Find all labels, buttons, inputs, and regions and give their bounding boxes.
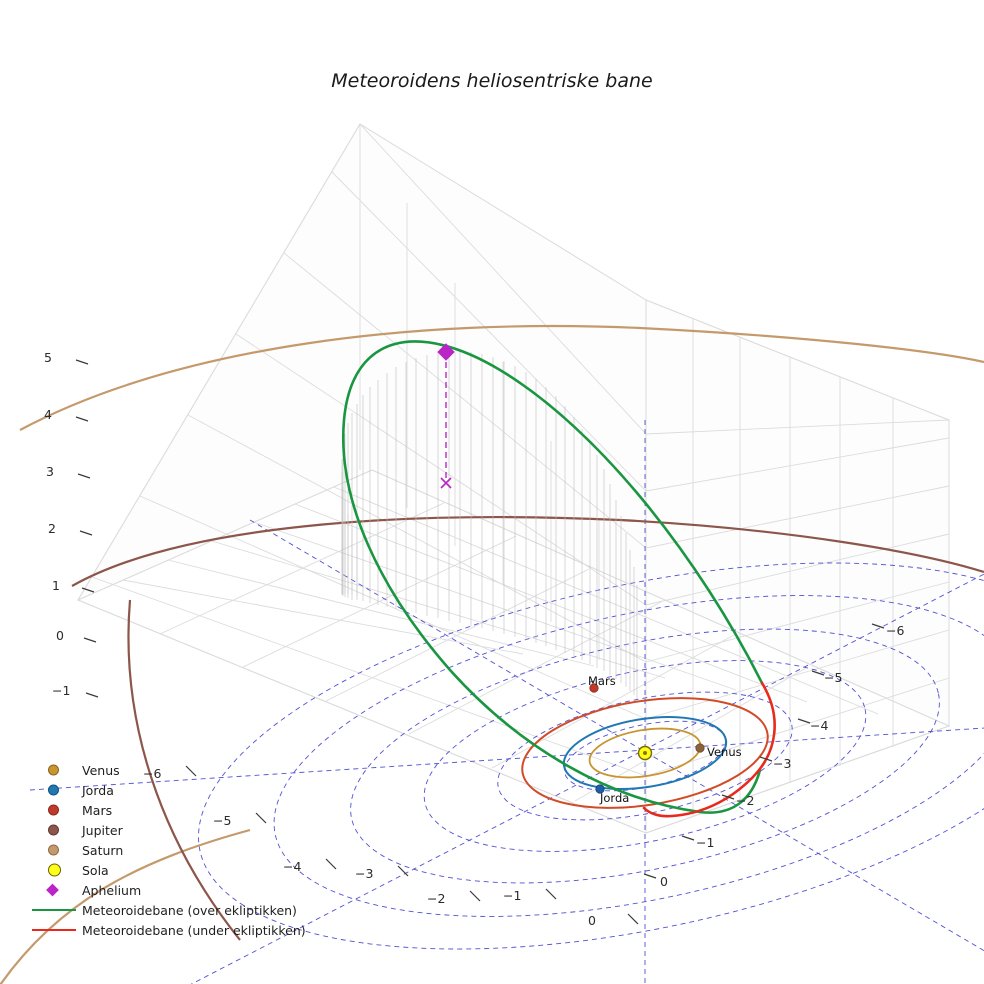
legend-item-aphelium [30, 880, 306, 900]
legend-item-venus [30, 760, 306, 780]
y-tick-label: −3 [773, 756, 792, 771]
z-tick-label: 2 [48, 521, 56, 536]
jupiter-dot-icon [30, 820, 78, 840]
venus-label: Venus [707, 745, 742, 759]
y-tick-label: −4 [810, 718, 829, 733]
z-tick-label: 4 [44, 407, 52, 422]
jorda-dot-icon [30, 780, 78, 800]
mars-label: Mars [588, 674, 616, 688]
legend-label: Saturn [82, 842, 124, 858]
legend-label: Meteoroidebane (over ekliptikken) [82, 902, 297, 918]
aphelion-diamond-icon [30, 880, 78, 900]
chart-legend [30, 760, 306, 940]
z-tick-label: 5 [44, 350, 52, 365]
y-tick-label: −6 [886, 623, 905, 638]
legend-label: Meteoroidebane (under ekliptikken) [82, 922, 306, 938]
z-tick-label: 1 [52, 578, 60, 593]
red-line-icon [30, 920, 78, 940]
legend-item-saturn [30, 840, 306, 860]
green-line-icon [30, 900, 78, 920]
legend-label: Venus [82, 762, 120, 778]
venus-marker [696, 744, 704, 752]
legend-item-meteoroid-above [30, 900, 306, 920]
legend-item-jupiter [30, 820, 306, 840]
legend-item-meteoroid-below [30, 920, 306, 940]
legend-label: Mars [82, 802, 113, 818]
x-tick-label: −2 [427, 891, 446, 906]
jorda-label: Jorda [600, 791, 630, 805]
chart-title: Meteoroidens heliosentriske bane [331, 70, 653, 92]
legend-item-jorda [30, 780, 306, 800]
y-tick-label: −1 [696, 835, 715, 850]
y-tick-label: −5 [824, 670, 843, 685]
mars-dot-icon [30, 800, 78, 820]
legend-label: Jupiter [82, 822, 123, 838]
z-tick-label: −1 [52, 683, 71, 698]
z-tick-label: 0 [56, 628, 64, 643]
legend-label: Sola [82, 862, 109, 878]
legend-item-mars [30, 800, 306, 820]
saturn-dot-icon [30, 840, 78, 860]
x-tick-label: −5 [213, 813, 232, 828]
legend-label: Jorda [82, 782, 114, 798]
x-tick-label: −6 [143, 766, 162, 781]
sun-dot-icon [30, 860, 78, 880]
y-tick-label: 0 [660, 874, 668, 889]
x-tick-label: −4 [283, 859, 302, 874]
y-tick-label: −2 [736, 793, 755, 808]
z-tick-label: 3 [46, 464, 54, 479]
legend-item-sola [30, 860, 306, 880]
x-tick-label: −1 [503, 888, 522, 903]
x-tick-label: 0 [588, 913, 596, 928]
x-tick-label: −3 [355, 866, 374, 881]
venus-dot-icon [30, 760, 78, 780]
legend-label: Aphelium [82, 882, 142, 898]
